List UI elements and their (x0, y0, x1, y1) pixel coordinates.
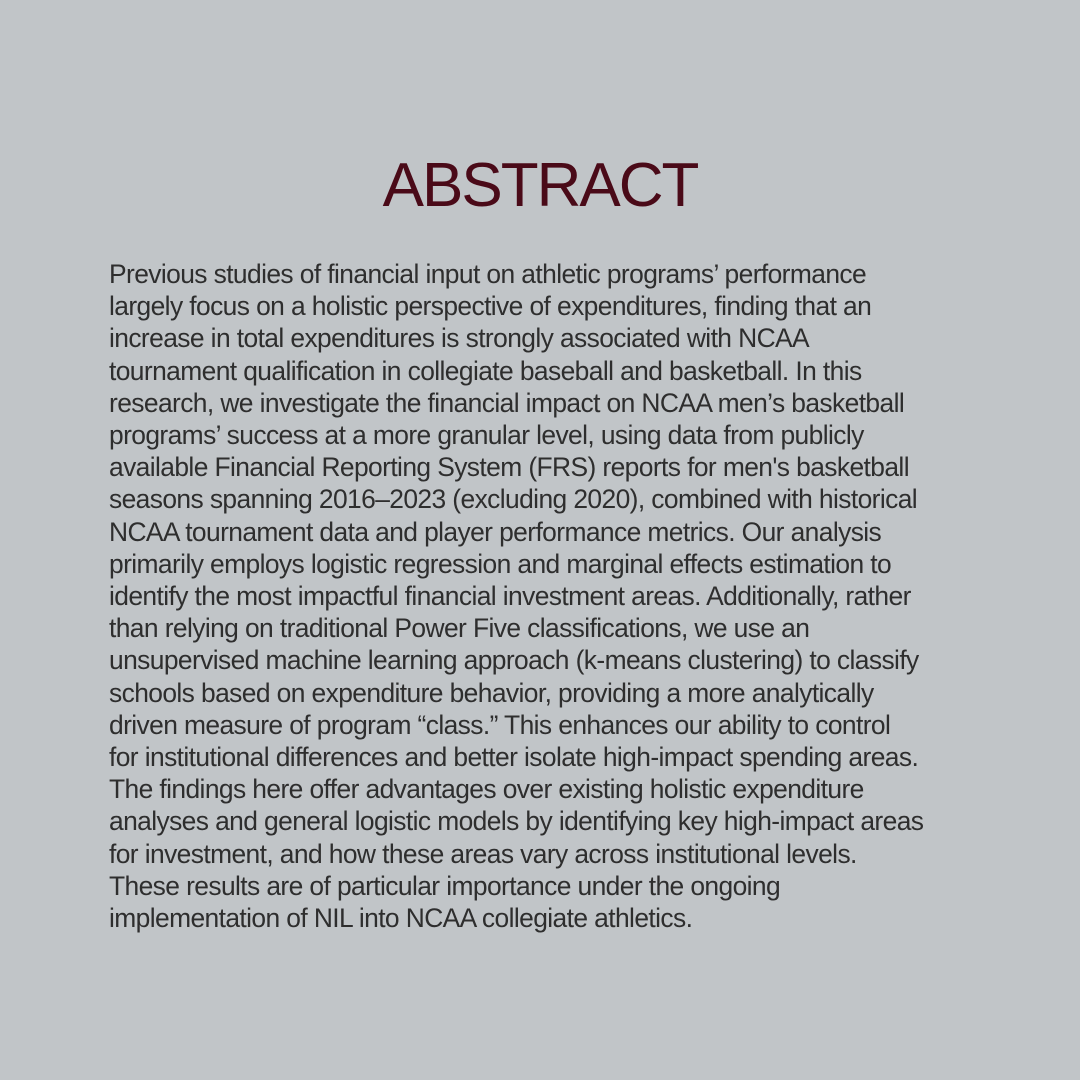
abstract-line: seasons spanning 2016–2023 (excluding 2020), combined with historical (109, 484, 918, 515)
abstract-line: NCAA tournament data and player performance metrics. Our analysis (109, 516, 882, 547)
abstract-line: increase in total expenditures is strongly associated with NCAA (109, 323, 810, 354)
abstract-line: available Financial Reporting System (FRS) reports for men's basketball (109, 452, 909, 483)
page-title: ABSTRACT (382, 151, 698, 220)
abstract-line: tournament qualification in collegiate baseball and basketball. In this (109, 355, 862, 386)
abstract-line: These results are of particular importance under the ongoing (109, 870, 781, 901)
abstract-line: The findings here offer advantages over existing holistic expenditure (109, 774, 864, 805)
abstract-line: schools based on expenditure behavior, providing a more analytically (109, 677, 874, 708)
abstract-line: than relying on traditional Power Five classifications, we use an (109, 613, 810, 644)
abstract-line: identify the most impactful financial investment areas. Additionally, rather (109, 581, 911, 612)
abstract-line: Previous studies of financial input on athletic programs’ performance (109, 259, 867, 289)
abstract-line: for investment, and how these areas vary across institutional levels. (109, 838, 857, 869)
abstract-line: unsupervised machine learning approach (k-means clustering) to classify (109, 645, 919, 676)
abstract-line: largely focus on a holistic perspective of expenditures, finding that an (109, 291, 872, 322)
abstract-body (109, 258, 989, 934)
abstract-line: driven measure of program “class.” This enhances our ability to control (109, 709, 891, 740)
abstract-line: implementation of NIL into NCAA collegiate athletics. (109, 903, 693, 934)
abstract-line: analyses and general logistic models by identifying key high-impact areas (109, 806, 924, 837)
abstract-line: primarily employs logistic regression and marginal effects estimation to (109, 548, 892, 579)
abstract-line: for institutional differences and better isolate high-impact spending areas. (109, 742, 919, 773)
abstract-line: research, we investigate the financial impact on NCAA men’s basketball (109, 387, 905, 418)
abstract-line: programs’ success at a more granular level, using data from publicly (109, 420, 864, 451)
